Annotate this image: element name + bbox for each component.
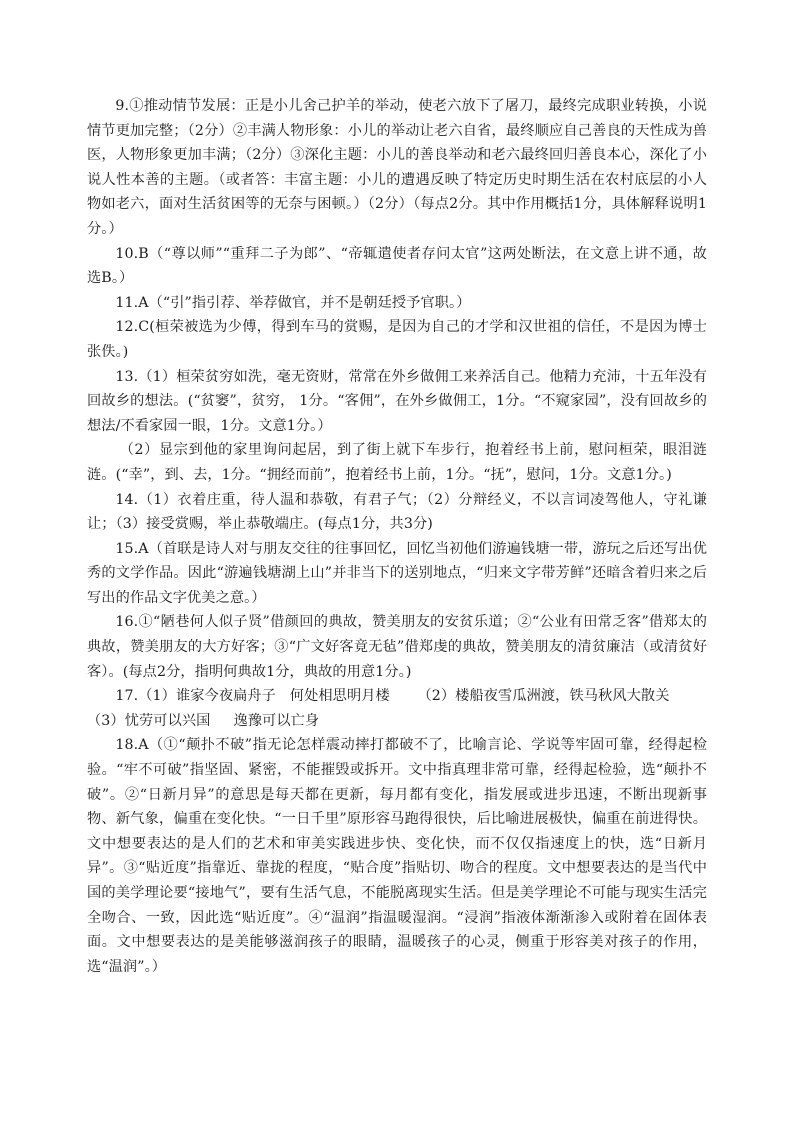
answer-q15: 15.A（首联是诗人对与朋友交往的往事回忆，回忆当初他们游遍钱塘一带，游玩之后还写出优秀的文学作品。因此“游遍钱塘湖上山”并非当下的送别地点，“归来文字带芳鲜”还暗含着归来之后写出的作品文字优美之意。） [87, 540, 707, 606]
answer-q14: 14.（1）衣着庄重，待人温和恭敬，有君子气；（2）分辩经义，不以言词凌驾他人，守礼谦让；（3）接受赏赐，举止恭敬端庄。(每点1分，共3分) [87, 491, 707, 533]
answer-q17-part1: 17.（1）谁家今夜扁舟子 何处相思明月楼 （2）楼船夜雪瓜洲渡，铁马秋风大散关 [115, 688, 670, 705]
answer-q17-part2: （3）忧劳可以兴国 逸豫可以亡身 [87, 712, 320, 729]
answer-q11: 11.A（“引”指引荐、举荐做官，并不是朝廷授予官职。） [115, 294, 471, 311]
answer-q18: 18.A（①“颠扑不破”指无论怎样震动摔打都破不了，比喻言论、学说等牢固可靠，经得起检验。“牢不可破”指坚固、紧密，不能摧毁或拆开。文中指真理非常可靠，经得起检验，选“颠扑不破”。②“日新月异”的意思是每天都在更新，每月都有变化，指发展或进步迅速，不断出现新事物、新气象，偏重在变化快。“一日千里”原形容马跑得很快，后比喻进展极快，偏重在前进得快。文中想要表达的是人们的艺术和审美实践进步快、变化快，而不仅仅指速度上的快，选“日新月异”。③“贴近度”指靠近、靠拢的程度，“贴合度”指贴切、吻合的程度。文中想要表达的是当代中国的美学理论要“接地气”，要有生活气息，不能脱离现实生活。但是美学理论不可能与现实生活完全吻合、一致，因此选“贴近度”。④“温润”指温暖湿润。“浸润”指液体渐渐渗入或附着在固体表面。文中想要表达的是美能够滋润孩子的眼睛，温暖孩子的心灵，侧重于形容美对孩子的作用，选“温润”。） [87, 737, 707, 975]
answer-q10: 10.B（“尊以师”“重拜二子为郎”、“帝辄遣使者存问太官”这两处断法，在文意上讲不通，故选B。） [87, 245, 707, 287]
answer-key-page [87, 94, 707, 979]
answer-q12: 12.C(桓荣被选为少傅，得到车马的赏赐，是因为自己的才学和汉世祖的信任，不是因为博士张佚。) [87, 319, 707, 360]
answer-q9: 9.①推动情节发展：正是小儿舍己护羊的举动，使老六放下了屠刀，最终完成职业转换，小说情节更加完整；（2分）②丰满人物形象：小儿的举动让老六自省，最终顺应自己善良的天性成为兽医，人物形象更加丰满；（2分）③深化主题：小儿的善良举动和老六最终回归善良本心，深化了小说人性本善的主题。（或者答：丰富主题：小儿的遭遇反映了特定历史时期生活在农村底层的小人物如老六，面对生活贫困等的无奈与困顿。）（2分）（每点2分。其中作用概括1分，具体解释说明1分。） [87, 98, 707, 237]
answer-q13-part1: 13.（1）桓荣贫穷如洗，毫无资财，常常在外乡做佣工来养活自己。他精力充沛，十五年没有回故乡的想法。(“贫窭”，贫穷， 1分。“客佣”，在外乡做佣工，1分。“不窥家园”，没有回故乡的想法/不看家园一眼，1分。文意1分。） [87, 368, 707, 434]
answer-q13-part2: （2）显宗到他的家里询问起居，到了街上就下车步行，抱着经书上前，慰问桓荣，眼泪涟涟。(“幸”，到、去，1分。“拥经而前”，抱着经书上前，1分。“抚”，慰问，1分。文意1分。) [87, 442, 707, 483]
answer-q16: 16.①“陋巷何人似子贤”借颜回的典故，赞美朋友的安贫乐道；②“公业有田常乏客”借郑太的典故，赞美朋友的大方好客；③“广文好客竟无毡”借郑虔的典故，赞美朋友的清贫廉洁（或清贫好客）。(每点2分，指明何典故1分，典故的用意1分。) [87, 614, 707, 680]
